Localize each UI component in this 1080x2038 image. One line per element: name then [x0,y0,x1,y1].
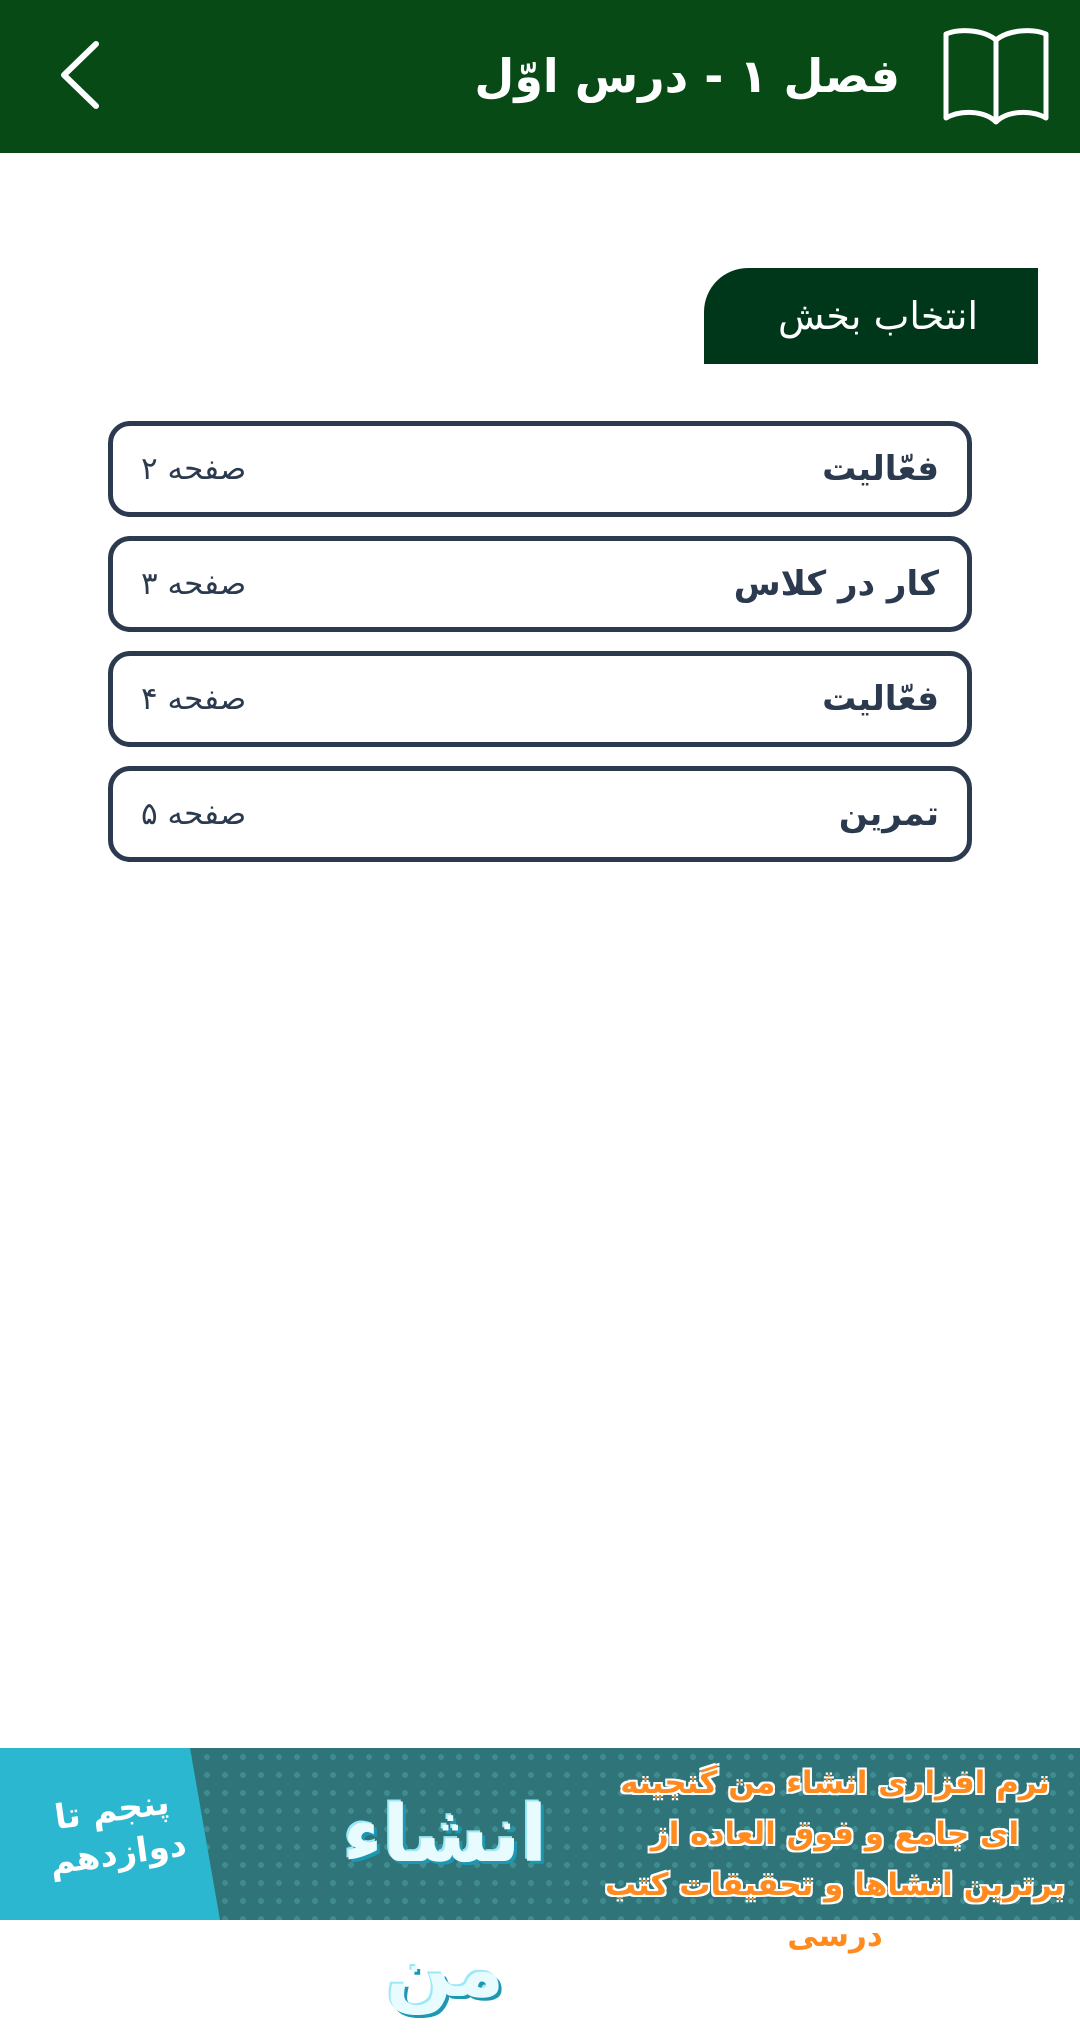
list-item[interactable] [108,421,972,517]
list-item[interactable] [108,536,972,632]
item-title: تمرین [838,794,939,834]
top-app-bar [0,0,1080,153]
list-item[interactable] [108,766,972,862]
item-page-number: صفحه ۵ [141,796,247,832]
section-select-tab [704,268,1038,364]
item-title: فعّالیت [822,449,939,489]
book-icon [940,26,1052,126]
item-page-number: صفحه ۳ [141,566,247,602]
page-title: فصل ۱ - درس اوّل [474,49,900,103]
ad-grade-text: پنجم تا دوازدهم [47,1782,189,1884]
section-tab-label: انتخاب بخش [777,294,979,338]
ad-headline: نرم افزاری انشاء من گنجینه ای جامع و فوق العاده از برترین انشاها و تحقیقات کتب درسی [605,1765,1065,1954]
ad-banner[interactable] [0,1748,1080,2015]
list-item[interactable] [108,651,972,747]
section-list [108,421,972,881]
item-title: فعّالیت [822,679,939,719]
item-page-number: صفحه ۴ [141,681,247,717]
back-button[interactable] [30,30,130,120]
item-page-number: صفحه ۲ [141,451,247,487]
ad-logo: انشاء من [342,1790,548,2015]
item-title: کار در کلاس [733,564,939,604]
chevron-left-icon [58,40,102,110]
